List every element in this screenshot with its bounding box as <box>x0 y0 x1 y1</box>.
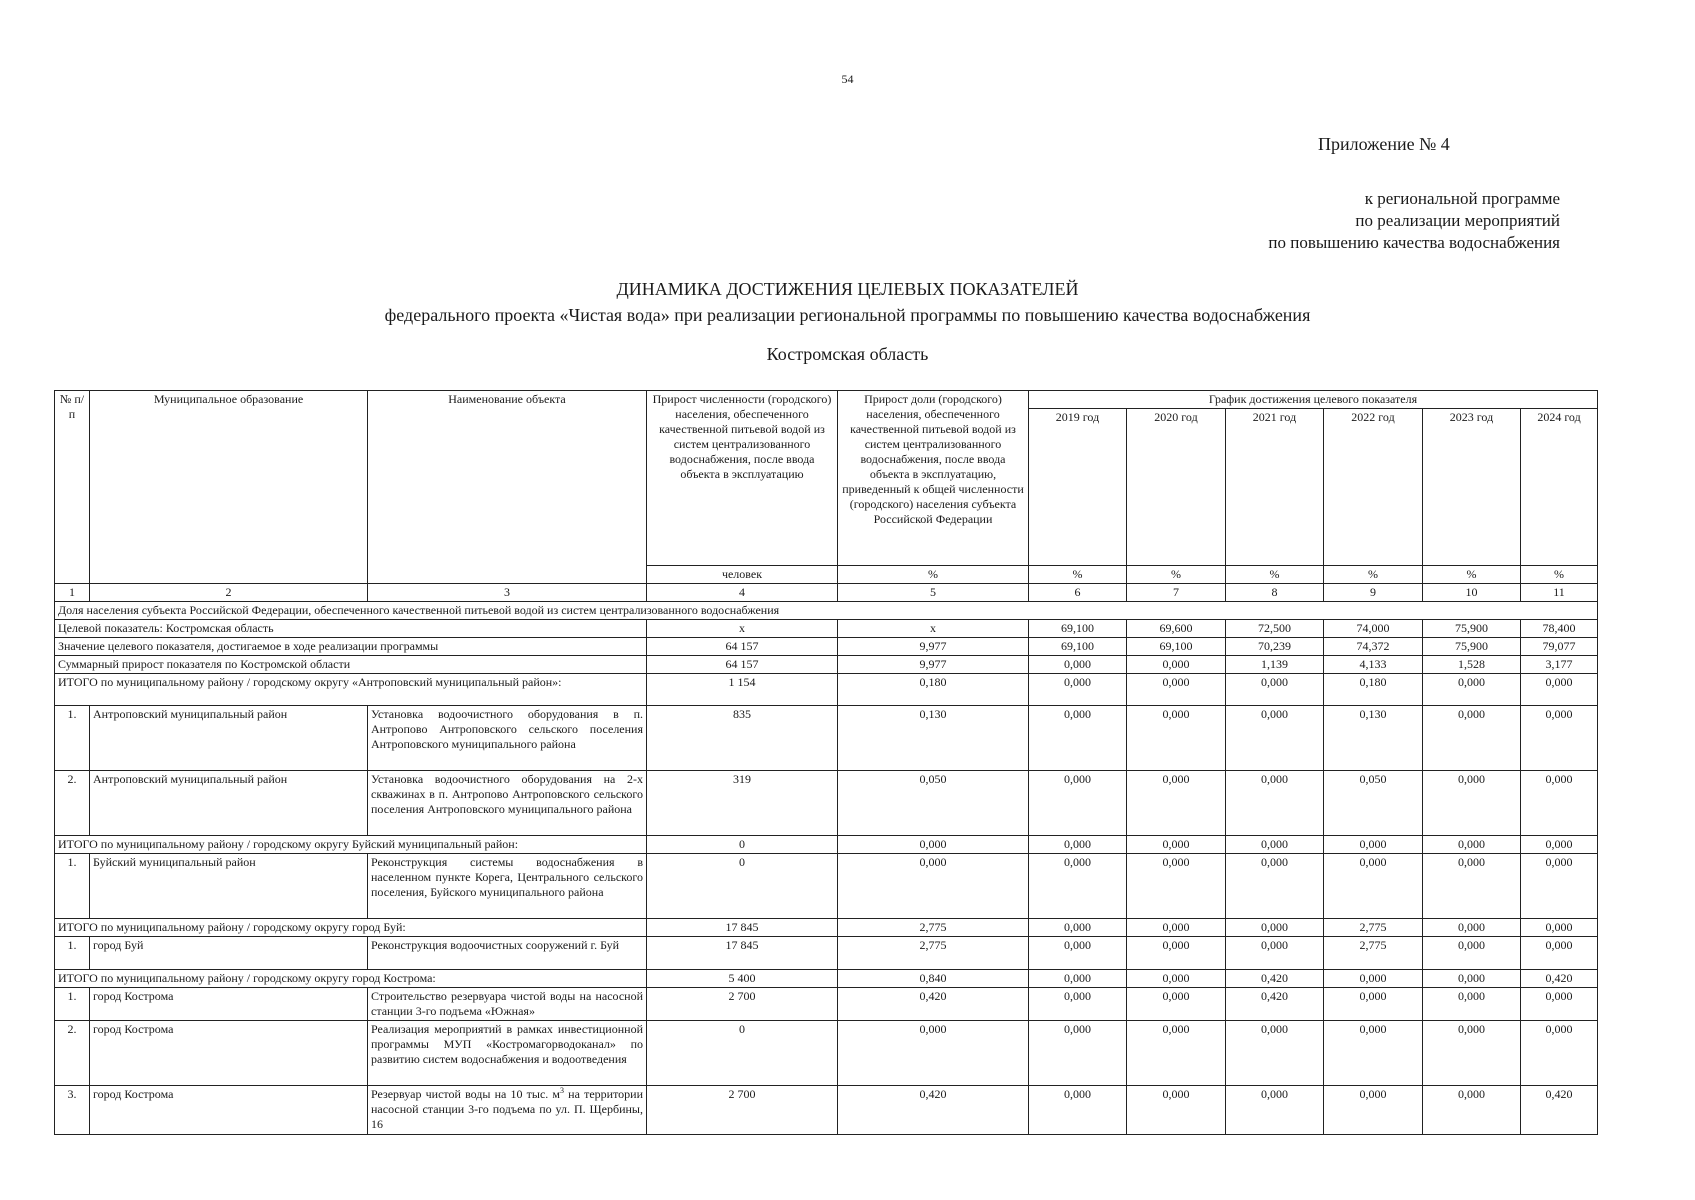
cell-share: 0,420 <box>838 988 1029 1021</box>
cell-year-value: 0,000 <box>1226 706 1324 771</box>
unit-percent: % <box>1521 566 1598 584</box>
cell-year-value: 69,600 <box>1127 620 1226 638</box>
table-row <box>55 988 1598 1021</box>
cell-municipality: город Кострома <box>90 1021 368 1086</box>
cell-year-value: 4,133 <box>1324 656 1423 674</box>
cell-year-value: 0,000 <box>1423 771 1521 836</box>
table-row <box>55 706 1598 771</box>
cell-year-value: 0,000 <box>1521 988 1598 1021</box>
cell-population: 835 <box>647 706 838 771</box>
group-total-label: ИТОГО по муниципальному району / городскому округу город Буй: <box>55 919 647 937</box>
unit-percent: % <box>1423 566 1521 584</box>
cell-year-value: 0,000 <box>1423 836 1521 854</box>
cell-municipality: город Буй <box>90 937 368 970</box>
unit-percent: % <box>1226 566 1324 584</box>
column-number: 3 <box>368 584 647 602</box>
cell-year-value: 0,000 <box>1226 854 1324 919</box>
cell-share: x <box>838 620 1029 638</box>
cell-year-value: 0,000 <box>1324 1086 1423 1135</box>
cell-year-value: 75,900 <box>1423 638 1521 656</box>
header-no: № п/п <box>55 391 90 584</box>
cell-no: 1. <box>55 937 90 970</box>
group-total-row <box>55 836 1598 854</box>
cell-year-value: 79,077 <box>1521 638 1598 656</box>
cell-year-value: 0,000 <box>1029 674 1127 706</box>
cell-year-value: 0,000 <box>1029 656 1127 674</box>
group-total-row <box>55 919 1598 937</box>
header-year: 2019 год <box>1029 409 1127 566</box>
column-number: 2 <box>90 584 368 602</box>
cell-population: 17 845 <box>647 937 838 970</box>
cell-year-value: 0,000 <box>1521 1021 1598 1086</box>
cell-year-value: 1,528 <box>1423 656 1521 674</box>
column-number: 11 <box>1521 584 1598 602</box>
cell-year-value: 0,050 <box>1324 771 1423 836</box>
cell-no: 1. <box>55 988 90 1021</box>
cell-no: 1. <box>55 854 90 919</box>
cell-share: 0,000 <box>838 854 1029 919</box>
cell-year-value: 0,000 <box>1423 937 1521 970</box>
cell-year-value: 0,000 <box>1423 970 1521 988</box>
cell-municipality: город Кострома <box>90 988 368 1021</box>
cell-share: 2,775 <box>838 919 1029 937</box>
cell-year-value: 2,775 <box>1324 937 1423 970</box>
cell-year-value: 0,000 <box>1521 706 1598 771</box>
header-share-growth: Прирост доли (городского) населения, обеспеченного качественной питьевой водой из систем централизованного водоснабжения, после ввода объекта в эксплуатацию, приведенный к общей численности (городского) населения субъекта Российской Федерации <box>838 391 1029 566</box>
cell-year-value: 0,000 <box>1521 919 1598 937</box>
cell-year-value: 74,000 <box>1324 620 1423 638</box>
group-total-label: ИТОГО по муниципальному району / городскому округу город Кострома: <box>55 970 647 988</box>
column-number: 4 <box>647 584 838 602</box>
cell-share: 2,775 <box>838 937 1029 970</box>
cell-municipality: Антроповский муниципальный район <box>90 771 368 836</box>
group-total-label: ИТОГО по муниципальному району / городскому округу «Антроповский муниципальный район»: <box>55 674 647 706</box>
summary-row <box>55 638 1598 656</box>
region-name: Костромская область <box>766 344 929 364</box>
cell-year-value: 0,000 <box>1324 970 1423 988</box>
cell-year-value: 0,000 <box>1029 970 1127 988</box>
table-body <box>55 602 1598 1135</box>
unit-percent: % <box>1029 566 1127 584</box>
header-year: 2022 год <box>1324 409 1423 566</box>
cell-object: Строительство резервуара чистой воды на насосной станции 3-го подъема «Южная» <box>368 988 647 1021</box>
cell-population: 17 845 <box>647 919 838 937</box>
cell-year-value: 0,000 <box>1029 706 1127 771</box>
cell-year-value: 0,000 <box>1423 706 1521 771</box>
program-reference <box>1268 188 1560 254</box>
header-population-growth: Прирост численности (городского) населения, обеспеченного качественной питьевой водой из систем централизованного водоснабжения, после ввода объекта в эксплуатацию <box>647 391 838 566</box>
document-title: ДИНАМИКА ДОСТИЖЕНИЯ ЦЕЛЕВЫХ ПОКАЗАТЕЛЕЙ <box>616 279 1079 299</box>
cell-object <box>368 1086 647 1135</box>
cell-object: Реконструкция системы водоснабжения в населенном пункте Корега, Центрального сельского поселения, Буйского муниципального района <box>368 854 647 919</box>
table-row <box>55 854 1598 919</box>
table-row <box>55 1086 1598 1135</box>
cell-year-value: 0,000 <box>1029 771 1127 836</box>
cell-year-value: 0,000 <box>1423 854 1521 919</box>
indicators-table <box>54 390 1598 1135</box>
cell-year-value: 0,000 <box>1423 1086 1521 1135</box>
cell-population: 319 <box>647 771 838 836</box>
cell-no: 2. <box>55 771 90 836</box>
cell-year-value: 0,000 <box>1029 1021 1127 1086</box>
cell-year-value: 3,177 <box>1521 656 1598 674</box>
cell-year-value: 69,100 <box>1029 638 1127 656</box>
cell-year-value: 0,000 <box>1423 988 1521 1021</box>
cell-year-value: 0,000 <box>1127 1021 1226 1086</box>
cell-year-value: 0,000 <box>1029 1086 1127 1135</box>
cell-year-value: 0,000 <box>1127 970 1226 988</box>
column-number: 8 <box>1226 584 1324 602</box>
cell-population: 0 <box>647 836 838 854</box>
cell-object: Реализация мероприятий в рамках инвестиционной программы МУП «Костромагорводоканал» по развитию систем водоснабжения и водоотведения <box>368 1021 647 1086</box>
column-number: 10 <box>1423 584 1521 602</box>
cell-share: 0,420 <box>838 1086 1029 1135</box>
group-total-label: ИТОГО по муниципальному району / городскому округу Буйский муниципальный район: <box>55 836 647 854</box>
cell-year-value: 0,000 <box>1029 988 1127 1021</box>
cell-share: 9,977 <box>838 656 1029 674</box>
header-year: 2021 год <box>1226 409 1324 566</box>
document-title-block <box>0 276 1695 328</box>
summary-label: Значение целевого показателя, достигаемое в ходе реализации программы <box>55 638 647 656</box>
cell-year-value: 0,000 <box>1127 656 1226 674</box>
document-subtitle: федерального проекта «Чистая вода» при реализации региональной программы по повышению качества водоснабжения <box>384 305 1311 325</box>
superscript: 3 <box>560 1086 565 1095</box>
cell-year-value: 0,000 <box>1226 937 1324 970</box>
cell-year-value: 0,420 <box>1226 970 1324 988</box>
cell-year-value: 74,372 <box>1324 638 1423 656</box>
cell-year-value: 0,000 <box>1324 988 1423 1021</box>
cell-year-value: 0,000 <box>1127 854 1226 919</box>
cell-share: 0,130 <box>838 706 1029 771</box>
cell-year-value: 0,000 <box>1521 836 1598 854</box>
object-text: на территории насосной станции 3-го подъема по ул. П. Щербины, 16 <box>371 1087 643 1131</box>
cell-no: 3. <box>55 1086 90 1135</box>
cell-year-value: 1,139 <box>1226 656 1324 674</box>
cell-year-value: 0,180 <box>1324 674 1423 706</box>
summary-row <box>55 620 1598 638</box>
column-number: 5 <box>838 584 1029 602</box>
cell-year-value: 0,000 <box>1324 854 1423 919</box>
unit-percent: % <box>838 566 1029 584</box>
cell-year-value: 0,000 <box>1029 854 1127 919</box>
cell-year-value: 75,900 <box>1423 620 1521 638</box>
summary-row <box>55 656 1598 674</box>
cell-year-value: 0,000 <box>1127 919 1226 937</box>
summary-label: Суммарный прирост показателя по Костромской области <box>55 656 647 674</box>
cell-year-value: 0,000 <box>1423 674 1521 706</box>
cell-no: 1. <box>55 706 90 771</box>
cell-population: 0 <box>647 1021 838 1086</box>
cell-year-value: 78,400 <box>1521 620 1598 638</box>
cell-year-value: 0,000 <box>1521 674 1598 706</box>
cell-year-value: 0,000 <box>1226 836 1324 854</box>
cell-year-value: 0,000 <box>1127 706 1226 771</box>
cell-year-value: 0,000 <box>1324 1021 1423 1086</box>
table-row <box>55 771 1598 836</box>
header-year: 2020 год <box>1127 409 1226 566</box>
cell-share: 9,977 <box>838 638 1029 656</box>
group-total-row <box>55 674 1598 706</box>
column-number: 9 <box>1324 584 1423 602</box>
cell-year-value: 0,000 <box>1226 1086 1324 1135</box>
cell-year-value: 0,420 <box>1226 988 1324 1021</box>
unit-percent: % <box>1324 566 1423 584</box>
cell-municipality: Антроповский муниципальный район <box>90 706 368 771</box>
cell-year-value: 0,000 <box>1127 1086 1226 1135</box>
program-ref-line: к региональной программе <box>1364 189 1560 208</box>
cell-year-value: 0,000 <box>1423 1021 1521 1086</box>
program-ref-line: по реализации мероприятий <box>1355 211 1560 230</box>
header-year: 2023 год <box>1423 409 1521 566</box>
cell-year-value: 0,000 <box>1521 854 1598 919</box>
cell-population: 2 700 <box>647 1086 838 1135</box>
cell-municipality: город Кострома <box>90 1086 368 1135</box>
cell-year-value: 70,239 <box>1226 638 1324 656</box>
cell-year-value: 0,000 <box>1127 836 1226 854</box>
cell-year-value: 0,000 <box>1521 937 1598 970</box>
indicator-title: Доля населения субъекта Российской Федерации, обеспеченного качественной питьевой водой из систем централизованного водоснабжения <box>55 602 1598 620</box>
cell-year-value: 0,000 <box>1029 836 1127 854</box>
header-object: Наименование объекта <box>368 391 647 584</box>
cell-population: 0 <box>647 854 838 919</box>
cell-year-value: 0,000 <box>1029 937 1127 970</box>
cell-population: 1 154 <box>647 674 838 706</box>
table-header <box>55 391 1598 602</box>
cell-year-value: 0,000 <box>1226 1021 1324 1086</box>
cell-year-value: 0,000 <box>1127 674 1226 706</box>
unit-percent: % <box>1127 566 1226 584</box>
cell-year-value: 0,000 <box>1324 836 1423 854</box>
page-number: 54 <box>841 72 854 86</box>
cell-share: 0,180 <box>838 674 1029 706</box>
group-total-row <box>55 970 1598 988</box>
program-ref-line: по повышению качества водоснабжения <box>1268 233 1560 252</box>
cell-year-value: 0,000 <box>1127 771 1226 836</box>
cell-object: Реконструкция водоочистных сооружений г. Буй <box>368 937 647 970</box>
cell-year-value: 0,130 <box>1324 706 1423 771</box>
cell-population: x <box>647 620 838 638</box>
table-row <box>55 1021 1598 1086</box>
cell-year-value: 0,000 <box>1423 919 1521 937</box>
cell-year-value: 2,775 <box>1324 919 1423 937</box>
cell-population: 5 400 <box>647 970 838 988</box>
cell-no: 2. <box>55 1021 90 1086</box>
cell-municipality: Буйский муниципальный район <box>90 854 368 919</box>
cell-year-value: 0,420 <box>1521 970 1598 988</box>
column-number: 7 <box>1127 584 1226 602</box>
header-municipality: Муниципальное образование <box>90 391 368 584</box>
cell-year-value: 0,000 <box>1226 771 1324 836</box>
cell-year-value: 72,500 <box>1226 620 1324 638</box>
cell-population: 64 157 <box>647 656 838 674</box>
table-row <box>55 937 1598 970</box>
cell-share: 0,000 <box>838 1021 1029 1086</box>
cell-share: 0,000 <box>838 836 1029 854</box>
column-number: 1 <box>55 584 90 602</box>
cell-object: Установка водоочистного оборудования в п. Антропово Антроповского сельского поселения Антроповского муниципального района <box>368 706 647 771</box>
cell-year-value: 0,000 <box>1226 919 1324 937</box>
cell-year-value: 69,100 <box>1029 620 1127 638</box>
header-schedule: График достижения целевого показателя <box>1029 391 1598 409</box>
cell-year-value: 69,100 <box>1127 638 1226 656</box>
object-text: Резервуар чистой воды на 10 тыс. м <box>371 1087 561 1101</box>
cell-year-value: 0,000 <box>1521 771 1598 836</box>
cell-year-value: 0,000 <box>1226 674 1324 706</box>
column-number: 6 <box>1029 584 1127 602</box>
cell-year-value: 0,000 <box>1029 919 1127 937</box>
cell-year-value: 0,420 <box>1521 1086 1598 1135</box>
cell-population: 64 157 <box>647 638 838 656</box>
cell-population: 2 700 <box>647 988 838 1021</box>
summary-label: Целевой показатель: Костромская область <box>55 620 647 638</box>
cell-year-value: 0,000 <box>1127 988 1226 1021</box>
appendix-label: Приложение № 4 <box>1318 134 1450 154</box>
cell-share: 0,840 <box>838 970 1029 988</box>
cell-object: Установка водоочистного оборудования на 2-х скважинах в п. Антропово Антроповского сельского поселения Антроповского муниципального района <box>368 771 647 836</box>
header-year: 2024 год <box>1521 409 1598 566</box>
cell-share: 0,050 <box>838 771 1029 836</box>
unit-people: человек <box>647 566 838 584</box>
cell-year-value: 0,000 <box>1127 937 1226 970</box>
